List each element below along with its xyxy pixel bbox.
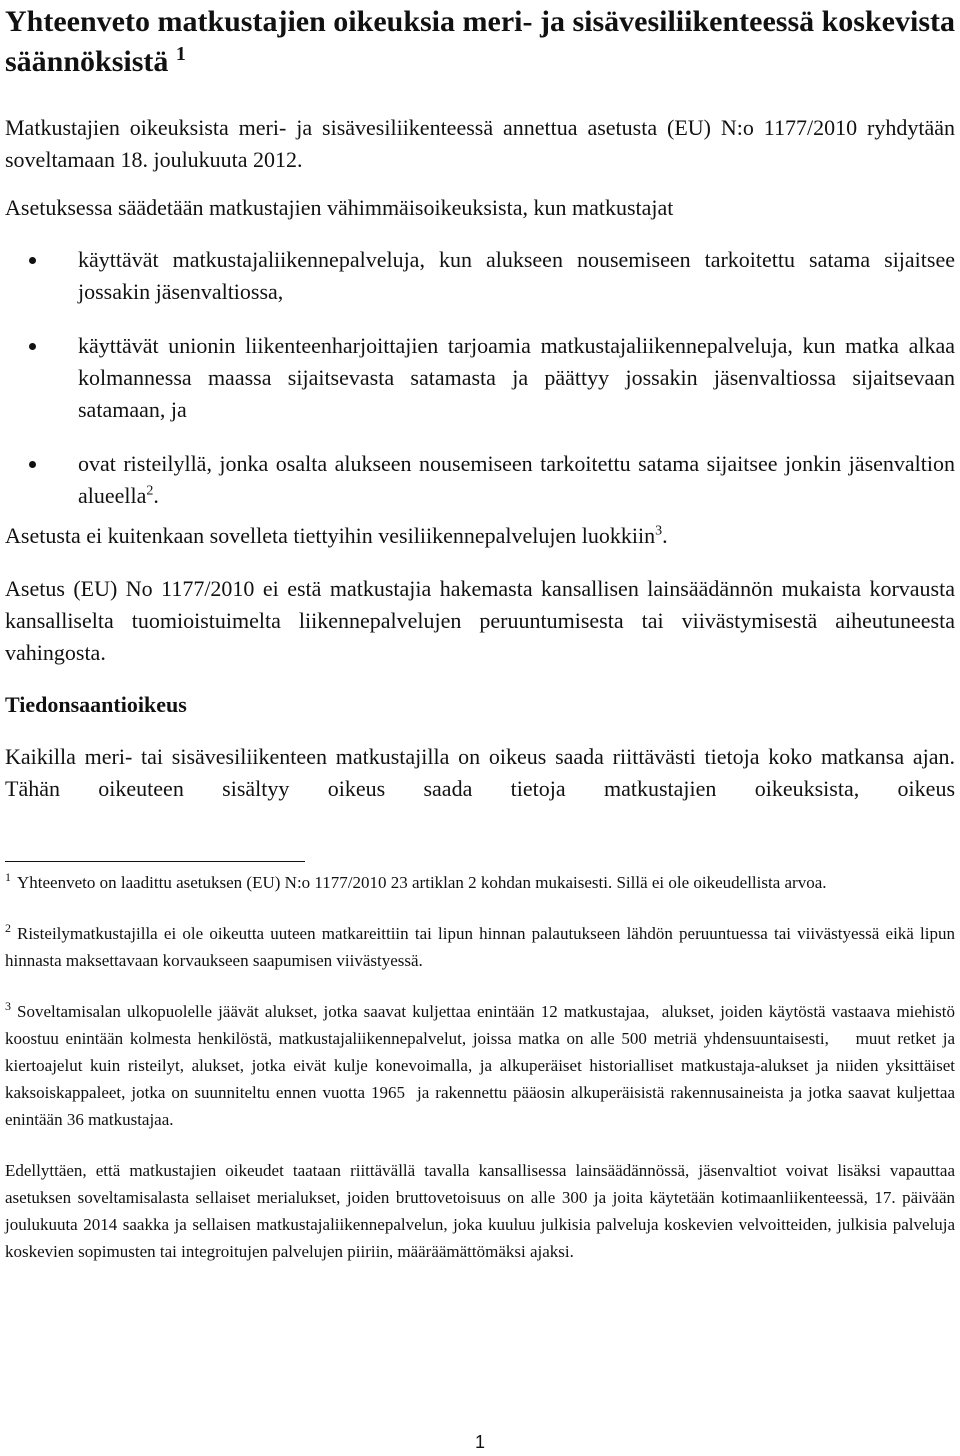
compensation-paragraph: Asetus (EU) No 1177/2010 ei estä matkustajia hakemasta kansallisen lainsäädännön mukaista korvausta kansalliselta tuomioistuimelta liikennepalvelujen peruuntumisesta tai viivästymisestä aiheutuneesta vahingosta. — [5, 576, 955, 665]
list-item-text: käyttävät unionin liikenteenharjoittajien tarjoamia matkustajaliikennepalveluja, kun matka alkaa kolmannessa maassa sijaitsevasta satamasta ja päättyy jossakin jäsenvaltiossa sijaitsevaan satamaan, ja — [78, 333, 955, 422]
bullet-icon — [29, 461, 36, 468]
list-item — [5, 330, 955, 426]
footnote-text: Soveltamisalan ulkopuolelle jäävät alukset, jotka saavat kuljettaa enintään 12 matkustajaa, alukset, joiden käytöstä vastaava miehistö koostuu enintään kolmesta henkilöstä, matkustajaliikennepalvelut, joissa matka on alle 500 metriä yhdensuuntaisesti, muut retket ja kiertoajelut kuin risteilyt, alukset, jotka eivät kulje konevoimalla, ja alkuperäiset historialliset matkustaja-alukset ja niiden yksittäiset kaksoiskappaleet, jotka on suunniteltu ennen vuotta 1965 ja rakennettu pääosin alkuperäisistä rakennusaineista ja jotka saavat kuljettaa enintään 36 matkustajaa. — [5, 1002, 960, 1129]
page-title — [5, 0, 955, 82]
list-item-end: . — [153, 483, 159, 508]
footnote-ref-2[interactable]: 2 — [146, 483, 154, 499]
scope-list — [5, 244, 955, 512]
title-text: Yhteenveto matkustajien oikeuksia meri- ja sisävesiliikenteessä koskevista säännöksistä — [5, 5, 955, 78]
exclusion-paragraph — [5, 520, 955, 552]
scope-paragraph: Asetuksessa säädetään matkustajien vähimmäisoikeuksista, kun matkustajat — [5, 195, 674, 220]
footnote-text: Yhteenveto on laadittu asetuksen (EU) N:o 1177/2010 23 artiklan 2 kohdan mukaisesti. Sillä ei ole oikeudellista arvoa. — [17, 873, 827, 892]
list-item-text: ovat risteilyllä, jonka osalta alukseen nousemiseen tarkoitettu satama sijaitsee jonkin jäsenvaltion alueella — [78, 451, 955, 508]
list-item — [5, 244, 955, 308]
bullet-icon — [29, 257, 36, 264]
footnote-number: 1 — [5, 870, 11, 885]
exclusion-end: . — [662, 523, 668, 548]
footnote-2 — [5, 920, 955, 974]
document-page — [5, 0, 960, 1265]
information-paragraph: Kaikilla meri- tai sisävesiliikenteen matkustajilla on oikeus saada riittävästi tietoja koko matkansa ajan. Tähän oikeuteen sisältyy oikeus saada tietoja matkustajien oikeuksista, oikeus — [5, 744, 955, 801]
footnote-3-continuation: Edellyttäen, että matkustajien oikeudet taataan riittävällä tavalla kansallisessa lainsäädännössä, jäsenvaltiot voivat lisäksi vapauttaa asetuksen soveltamisalasta sellaiset merialukset, joiden bruttovetoisuus on alle 300 ja joita käytetään kotimaanliikenteessä, 17. päivään joulukuuta 2014 saakka ja sellaisen matkustajaliikennepalvelun, joka kuuluu julkisia palveluja koskevien velvoitteiden, julkisia palveluja koskevien sopimusten tai integroitujen palvelujen piiriin, määräämättömäksi ajaksi. — [5, 1161, 955, 1261]
footnote-3 — [5, 998, 960, 1133]
section-heading: Tiedonsaantioikeus — [5, 692, 187, 717]
exclusion-text: Asetusta ei kuitenkaan sovelleta tiettyihin vesiliikennepalvelujen luokkiin — [5, 523, 656, 548]
list-item — [5, 448, 955, 512]
footnote-1 — [5, 869, 955, 896]
page-number: 1 — [474, 1432, 485, 1452]
intro-paragraph: Matkustajien oikeuksista meri- ja sisävesiliikenteessä annettua asetusta (EU) N:o 1177/2010 ryhdytään soveltamaan 18. joulukuuta 2012. — [5, 115, 955, 172]
footnote-ref-1[interactable]: 1 — [175, 43, 186, 65]
footnote-number: 2 — [5, 921, 11, 936]
bullet-icon — [29, 343, 36, 350]
footnote-text: Risteilymatkustajilla ei ole oikeutta uuteen matkareittiin tai lipun hinnan palautukseen lähdön peruuntuessa tai viivästyessä eikä lipun hinnasta maksettavaan korvaukseen saapumisen viivästyessä. — [5, 924, 955, 970]
footnote-ref-3[interactable]: 3 — [655, 523, 663, 539]
footnote-number: 3 — [5, 999, 11, 1014]
list-item-text: käyttävät matkustajaliikennepalveluja, kun alukseen nousemiseen tarkoitettu satama sijaitsee jossakin jäsenvaltiossa, — [78, 247, 955, 304]
